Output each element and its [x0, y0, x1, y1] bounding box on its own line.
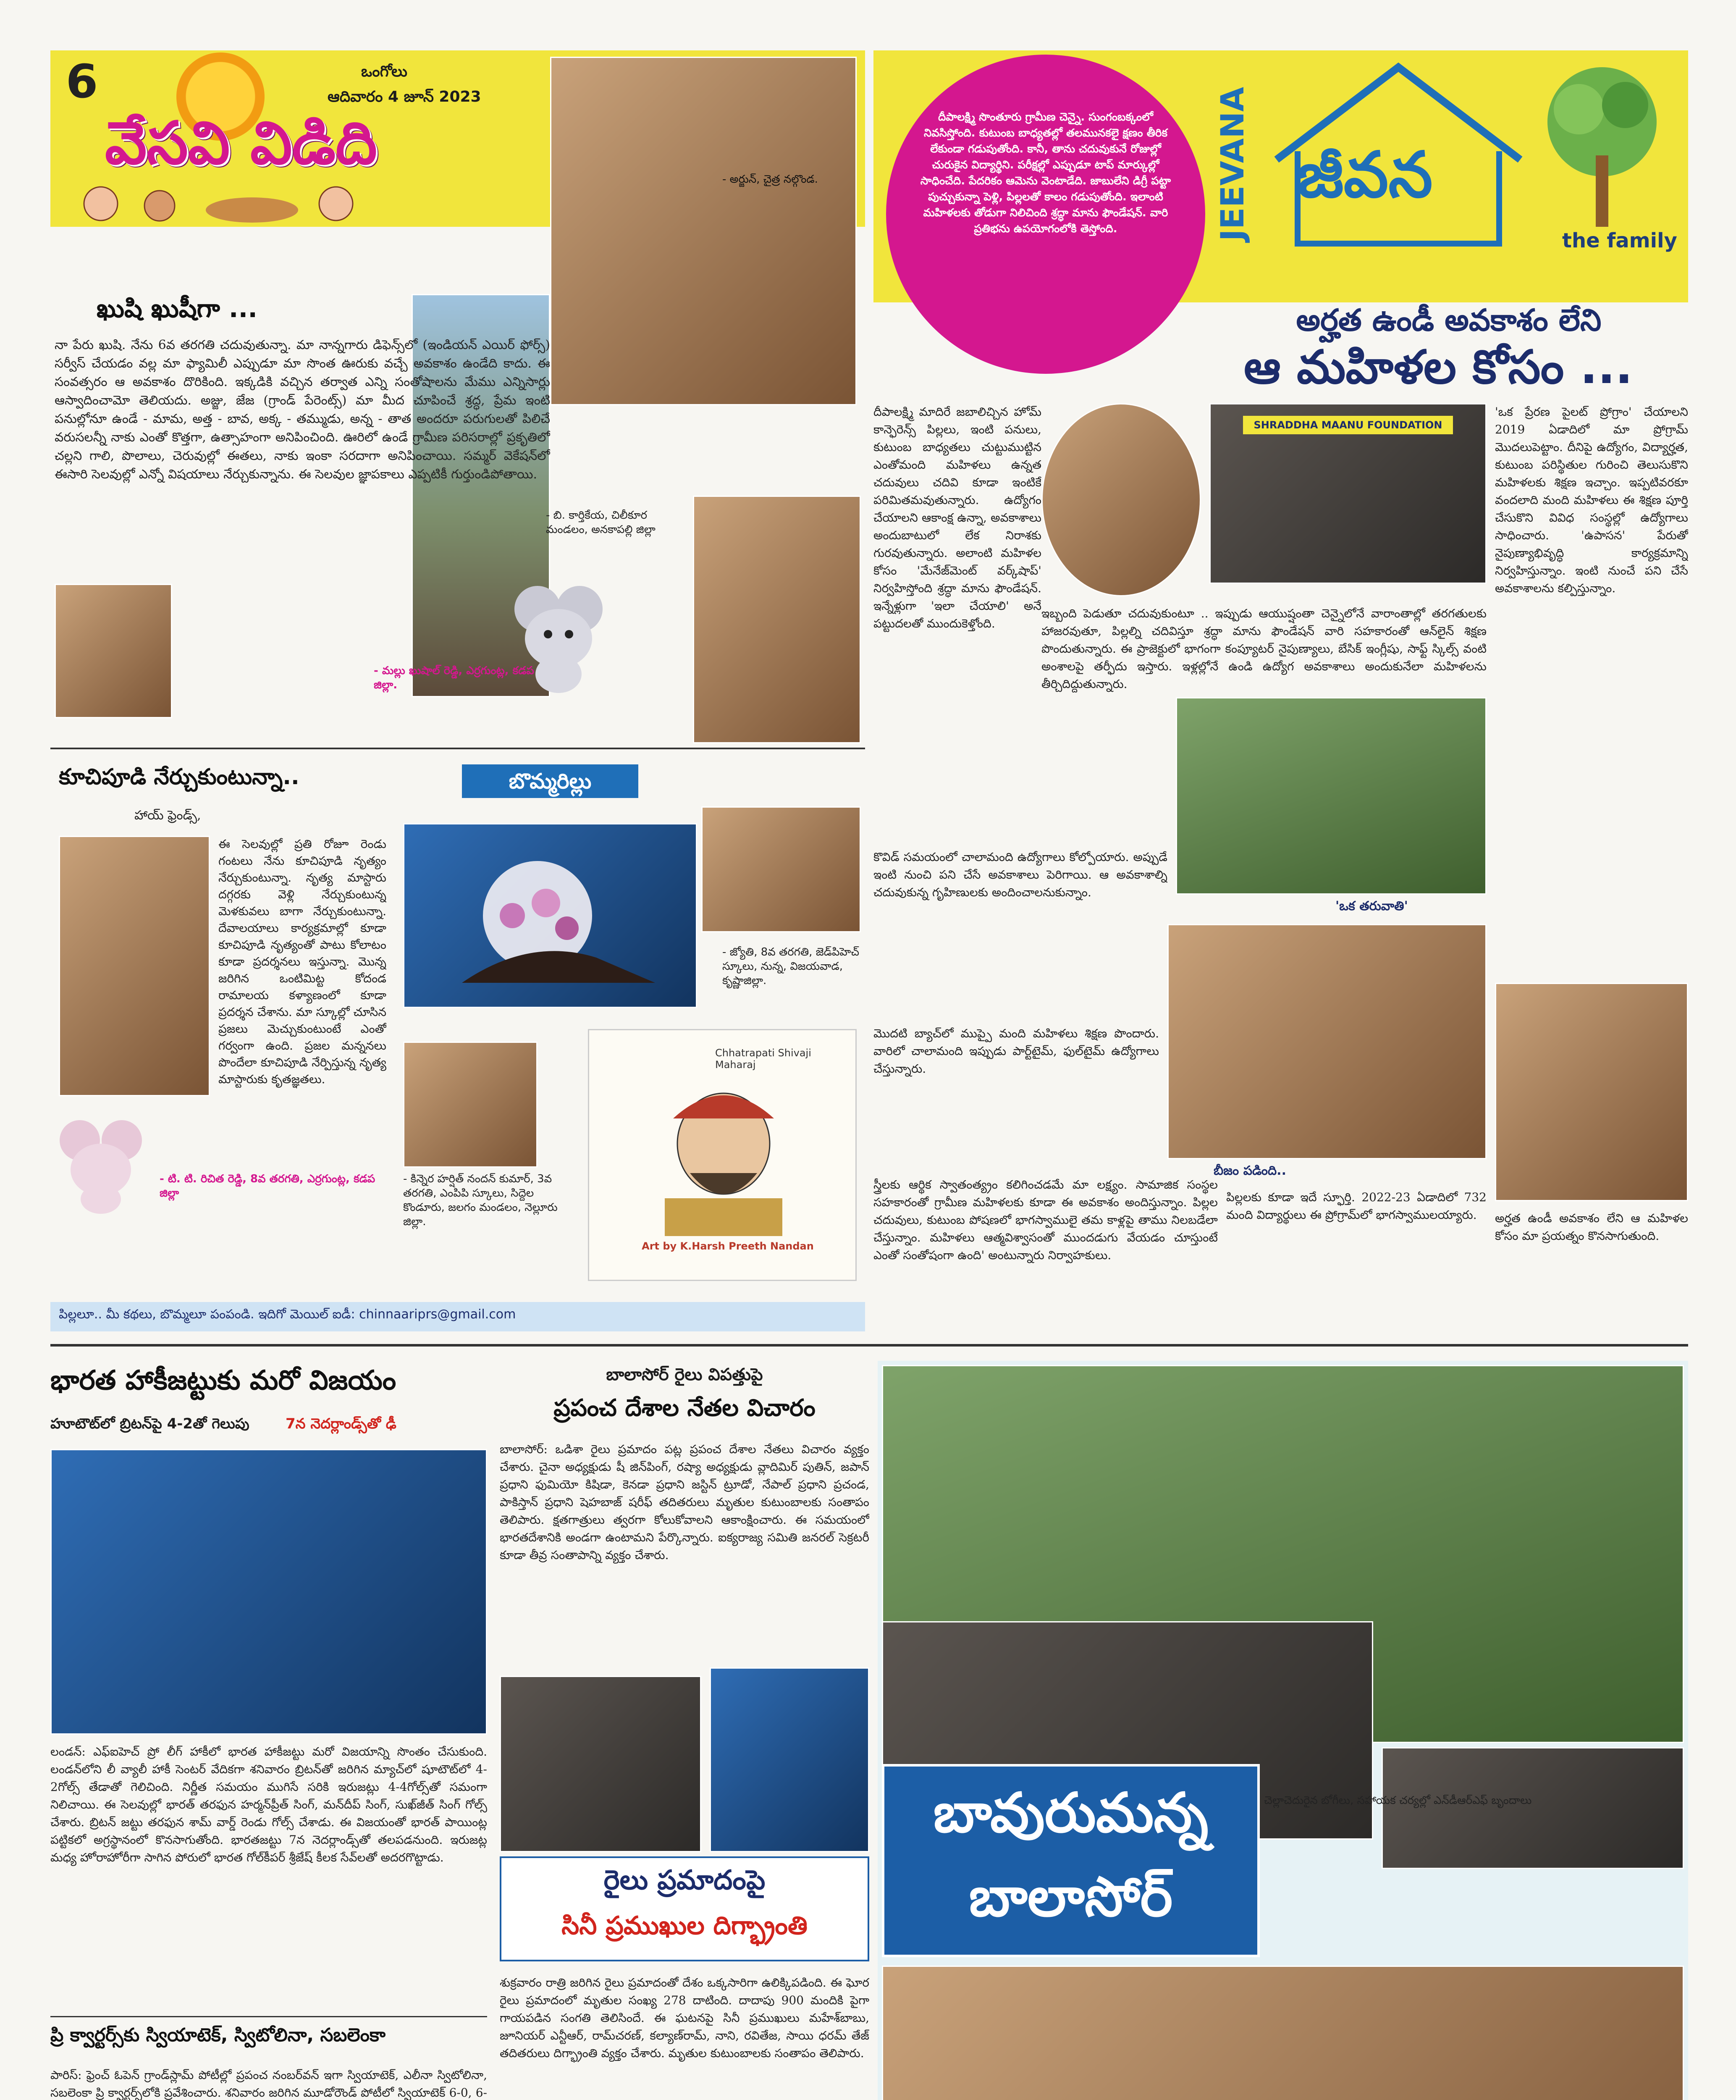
story1-title: ఖుషి ఖుషీగా ...	[97, 294, 258, 323]
balasore-world-text: బాలాసోర్: ఒడిశా రైలు ప్రమాదం పట్ల ప్రపంచ దేశాల నేతలు విచారం వ్యక్తం చేశారు. చైనా అధ్యక్షుడు షీ జిన్‌పింగ్, రష్యా అధ్యక్షుడు వ్లాదిమిర్ పుతిన్, జపాన్ ప్రధాని ఫుమియో కిషిడా, కెనడా ప్రధాని జస్టిన్ ట్రూడో, నేపాల్ ప్రధాని ప్రచండ, పాకిస్తాన్ ప్రధాని షెహబాజ్ షరీఫ్ తదితరులు మృతుల కుటుంబాలకు సంతాపం తెలిపారు. క్షతగాత్రులు త్వరగా కోలుకోవాలని ఆకాంక్షించారు. ఈ సమయంలో భారతదేశానికి అండగా ఉంటామని పేర్కొన్నారు. ఐక్యరాజ్య సమితి జనరల్ సెక్రటరీ కూడా తీవ్ర సంతాపాన్ని వ్యక్తం చేశారు.	[500, 1442, 869, 1562]
header-city: ఒంగోలు	[361, 63, 407, 80]
photo-khushi	[55, 584, 172, 718]
photo-jyothi	[701, 806, 861, 932]
divider-middle	[50, 1344, 1688, 1347]
tennis-headline: ప్రి క్వార్టర్స్‌కు స్వియాటెక్, స్విటోలినా, సబలెంకా	[50, 2024, 386, 2046]
hockey-subhead-1: హూటౌట్‌లో బ్రిటన్‌పై 4-2తో గెలుపు	[50, 1415, 249, 1432]
caption-top: చెల్లాచెదురైన బోగీలు, సహాయక చర్యల్లో ఎన్‌డీఆర్‌ఎఫ్ బృందాలు	[1264, 1794, 1532, 1807]
pull-quote-2: బీజం పడింది..	[1214, 1163, 1286, 1178]
photo-classroom-2	[1167, 924, 1487, 1159]
photo-passengers-station	[882, 1966, 1684, 2100]
big-headline-2: బాలాసోర్	[969, 1865, 1173, 1929]
cinema-head-2: సినీ ప్రముఖుల దిగ్భ్రాంతి	[561, 1911, 808, 1940]
photo-children-elephant	[550, 57, 857, 405]
cinema-text: శుక్రవారం రాత్రి జరిగిన రైలు ప్రమాదంతో దేశం ఒక్కసారిగా ఉలిక్కిపడింది. ఈ ఘోర రైలు ప్రమాదంలో మృతుల సంఖ్య 278 దాటింది. దాదాపు 900 మందికి పైగా గాయపడిన సంగతి తెలిసిందే. ఈ ఘటనపై సినీ ప్రముఖులు మహేశ్‌బాబు, జూనియర్ ఎన్టీఆర్, రామ్‌చరణ్, కల్యాణ్‌రామ్, నాని, రవితేజ, సాయి ధరమ్ తేజ్ తదితరులు దిగ్భ్రాంతి వ్యక్తం చేశారు. మృతుల కుటుంబాలకు సంతాపం తెలిపారు.	[500, 1976, 869, 2060]
tennis-text: పారిస్: ఫ్రెంచ్ ఓపెన్ గ్రాండ్‌స్లామ్ పోటీల్లో ప్రపంచ నంబర్‌వన్ ఇగా స్వియాటెక్, ఎలీనా స్విటోలినా, సబలెంకా ప్రి క్వార్టర్స్‌లోకి ప్రవేశించారు. శనివారం జరిగిన మూడోరౌండ్ పోటీలో స్వియాటెక్ 6-0, 6-	[50, 2068, 487, 2100]
tagline: the family	[1562, 229, 1677, 252]
story1-text: నా పేరు ఖుషి. నేను 6వ తరగతి చదువుతున్నా. మా నాన్నగారు డిఫెన్స్‌లో (ఇండియన్ ఎయిర్ ఫోర్స్) సర్వీస్ చేయడం వల్ల మా ఫ్యామిలీ ఎప్పుడూ మా సొంత ఊరుకు వచ్చే అవకాశం ఉండేది కాదు. ఈ సంవత్సరం ఆ అవకాశం దొరికింది. ఇక్కడికి వచ్చిన తర్వాత ఎన్ని సంతోషాలను మేము ఎన్నిసార్లు ఆస్వాదించామో తెలియదు. అజ్జు, జేజ (గ్రాండ్ పేరెంట్స్) మా మీద చూపించే శ్రద్ధ, ప్రేమ ఇంటి పనుల్లోనూ ఉండే - మామ, అత్త - బావ, అక్క - తమ్ముడు, అన్న - తాత అందరూ పరుగులతో పిలిచే వరుసలన్నీ నాకు ఎంతో కొత్తగా, ఉత్సాహంగా అనిపించింది. ఊరిలో ఉండే గ్రామీణ పరిసరాల్లో ప్రకృతిలో చల్లని గాలి, పొలాలు, చెరువుల్లో ఈతలు, నాకు ఇంకా సరదాగా అనిపించాయి. సమ్మర్ వెకేషన్‌లో ఈసారి సెలవుల్లో ఎన్నో విషయాలు నేర్చుకున్నాను. ఈ సెలవుల జ్ఞాపకాలు ఎప్పటికీ గుర్తుండిపోతాయి.	[55, 338, 550, 482]
headline-small: అర్హత ఉండీ అవకాశం లేని	[1296, 302, 1602, 338]
big-headline-1: బావురుమన్న	[933, 1781, 1209, 1845]
story2-text: ఈ సెలవుల్లో ప్రతి రోజూ రెండు గంటలు నేను కూచిపూడి నృత్యం నేర్చుకుంటున్నా. నృత్య మాస్టారు దగ్గరకు వెళ్లి నేర్చుకుంటున్న మెళకువలు బాగా నేర్చుకుంటున్నా. దేవాలయాలు కార్యక్రమాల్లో కూడా కూచిపూడి నృత్యంతో పాటు కోలాటం కూడా ప్రదర్శనలు ఇస్తున్నా. మొన్న జరిగిన ఒంటిమిట్ట కోదండ రామాలయ కళ్యాణంలో కూడా ప్రదర్శన చేశాను. మా స్కూల్లో చూసిన ప్రజలు మెచ్చుకుంటుంటే ఎంతో గర్వంగా ఉంది. ప్రజల మన్ననలు పొందేలా కూచిపూడి నేర్పిస్తున్న నృత్య మాస్టారుకు కృతజ్ఞతలు.	[218, 837, 386, 1086]
hockey-text: లండన్: ఎఫ్ఐహెచ్ ప్రో లీగ్ హాకీలో భారత హాకీజట్టు మరో విజయాన్ని సొంతం చేసుకుంది. లండన్‌లోని లీ వ్యాలీ హాకీ సెంటర్ వేదికగా శనివారం బ్రిటన్‌తో జరిగిన మ్యాచ్‌లో షూటౌట్‌లో 4-2గోల్స్ తేడాతో గెలిచింది. నిర్ణీత సమయం ముగిసే సరికి ఇరుజట్లు 4-4గోల్స్‌తో సమంగా నిలిచాయి. ఈ సెలవుల్లో భారత్ తరఫున హర్మన్‌ప్రీత్ సింగ్, మన్‌దీప్ సింగ్, సుఖ్‌జీత్ సింగ్ గోల్స్ చేశారు. బ్రిటన్ జట్టు తరఫున శామ్ వార్డ్ రెండు గోల్స్ చేశాడు. ఈ విజయంతో భారత్ పాయింట్ల పట్టికలో అగ్రస్థానంలో కొనసాగుతోంది. భారతజట్టు 7న నెదర్లాండ్స్‌తో తలపడనుంది. ఇరుజట్ల మధ్య హోరాహోరీగా సాగిన పోరులో భారత గోల్‌కీపర్ శ్రీజేష్ కీలక సేవ్‌లతో అదరగొట్టాడు.	[50, 1745, 487, 1864]
drawing-shivaji-art	[588, 1029, 857, 1281]
mouse-cartoon-icon	[508, 584, 609, 693]
cinema-head-1: రైలు ప్రమాదంపై	[603, 1865, 766, 1896]
jeevana-brand-telugu: జీవన	[1298, 139, 1433, 212]
header-date: ఆదివారం 4 జూన్ 2023	[328, 88, 481, 105]
jeevana-col3: 'ఒక ప్రేరణ పైలట్ ప్రోగ్రాం' చేయాలని 2019 ఏడాదిలో మా ప్రోగ్రామ్ మొదలుపెట్టాం. దీనిపై ఉద్యోగం, విద్యార్హత, కుటుంబ పరిస్థితుల గురించి తెలుసుకొని మహిళలకు శిక్షణ ఇచ్చాం. ఇప్పటివరకూ వందలాది మంది మహిళలు ఈ శిక్షణ పూర్తి చేసుకొని వివిధ సంస్థల్లో ఉద్యోగాలు సాధించారు. 'ఉపాసన' పేరుతో నైపుణ్యాభివృద్ధి కార్యక్రమాన్ని నిర్వహిస్తున్నాం. ఇంటి నుంచే పని చేసే అవకాశాలను కల్పిస్తున్నాం.	[1495, 405, 1688, 595]
drawings-title: బొమ్మరిల్లు	[462, 764, 638, 798]
jeevana-col4: స్త్రీలకు ఆర్థిక స్వాతంత్య్రం కలిగించడమే మా లక్ష్యం. సామాజిక సంస్థల సహకారంతో గ్రామీణ మహిళలకు కూడా ఈ అవకాశం అందిస్తున్నాం. పిల్లల చదువులు, కుటుంబ పోషణలో భాగస్వాములై తమ కాళ్లపై తాము నిలబడేలా చేస్తున్నాం. మహిళలు ఆత్మవిశ్వాసంతో ముందడుగు వేయడం చూస్తుంటే ఎంతో సంతోషంగా ఉంది' అంటున్నారు నిర్వాహకులు.	[873, 1178, 1218, 1262]
story2-byline: - టి. టి. రిచిత రెడ్డి, 8వ తరగతి, ఎర్రగుంట్ల, కడప జిల్లా	[160, 1173, 375, 1200]
photo-deepalakshmi	[1041, 403, 1201, 596]
jeevana-col4b: అర్హత ఉండీ అవకాశం లేని ఆ మహిళల కోసం మా ప్రయత్నం కొనసాగుతుంది.	[1495, 1211, 1688, 1243]
photo-classroom-1	[1176, 697, 1487, 895]
masthead-title: వేసవి విడిది	[105, 109, 378, 178]
photo-kuchipudi-dancer	[59, 836, 210, 1096]
jeevana-brand-vertical: JEEVANA	[1214, 87, 1251, 241]
intro-text: దీపాలక్ష్మి సొంతూరు గ్రామీణ చెన్నై. సుంగంబక్కంలో నివసిస్తోంది. కుటుంబ బాధ్యతల్లో తలమునకలై క్షణం తీరిక లేకుండా గడుపుతోంది. కానీ, తాను చదువుకునే రోజుల్లో చురుకైన విద్యార్థిని. పరీక్షల్లో ఎప్పుడూ టాప్ మార్కుల్లో సాధించేది. పేదరికం ఆమెను వెంటాడేది. జాబులేని డిగ్రీ పట్టా పుచ్చుకున్నా పెళ్లి, పిల్లలతో కాలం గడుపుతోంది. ఇలాంటి మహిళలకు తోడుగా నిలిచింది శ్రద్ధా మాను ఫౌండేషన్. వారి ప్రతిభను ఉపయోగంలోకి తెస్తోంది.	[920, 111, 1171, 235]
drawing-art-label: Chhatrapati Shivaji Maharaj	[715, 1047, 811, 1071]
photo-harshith	[403, 1042, 538, 1168]
jeevana-col1: దీపాలక్ష్మి మాదిరే జబాలిచ్చిన హోమ్ కాన్ఫెరెన్స్ పిల్లలు, ఇంటి పనులు, కుటుంబ బాధ్యతలు చుట్టుముట్టిన ఎంతోమంది మహిళలు ఉన్నత చదువులు చదివి కూడా ఇంటికే పరిమితమవుతున్నారు. ఉద్యోగం చేయాలని ఆకాంక్ష ఉన్నా, అవకాశాలు అందుబాటులో లేక నిరాశకు గురవుతున్నారు. అలాంటి మహిళల కోసం 'మేనేజ్‌మెంట్ వర్క్‌షాప్' నిర్వహిస్తోంది శ్రద్ధా మాను ఫౌండేషన్. ఇన్నేళ్లుగా 'ఇలా చేయాలి' అనే పట్టుదలతో ముందుకెళ్తోంది.	[873, 405, 1041, 630]
hockey-headline: భారత హాకీజట్టుకు మరో విజయం	[50, 1365, 396, 1396]
story2-lead: హాయ్ ఫ్రెండ్స్,	[134, 808, 201, 823]
photo-classroom-3	[1495, 983, 1688, 1201]
story1-byline: - మల్లు ఖుషాల్ రెడ్డి, ఎర్రగుంట్ల, కడప జిల్లా.	[374, 664, 534, 691]
jeevana-col1b: కొవిడ్ సమయంలో చాలామంది ఉద్యోగాలు కోల్పోయారు. అప్పుడే ఇంటి నుంచి పని చేసే అవకాశాలు పెరిగాయి. ఆ అవకాశాల్ని చదువుకున్న గృహిణులకు అందించాలనుకున్నాం.	[873, 850, 1167, 899]
headline-big: ఆ మహిళల కోసం ...	[1243, 340, 1633, 394]
kids-cartoon-icon	[76, 185, 370, 223]
drawing-caption-1: - జ్యోతి, 8వ తరగతి, జెడ్‌పిహెచ్ స్కూలు, నున్న, విజయవాడ, కృష్ణాజిల్లా.	[722, 946, 860, 987]
photo-caption-1: - అర్జున్, చైత్ర నల్గొండ.	[722, 173, 818, 186]
tree-art-icon	[420, 857, 672, 991]
photo-derailed-train-small	[500, 1676, 701, 1852]
jeevana-col2: ఇబ్బంది పెడుతూ చదువుకుంటూ .. ఇప్పుడు ఆయుష్షంతా చెన్నైలోనే వారాంతాల్లో తరగతులకు హాజరవుతూ, పిల్లల్ని చదివిస్తూ శ్రద్ధా మాను ఫౌండేషన్ వారి సహకారంతో ఆన్‌లైన్ శిక్షణ పొందుతున్నారు. ఈ ప్రాజెక్టులో భాగంగా కంప్యూటర్ నైపుణ్యాలు, బేసిక్ ఇంగ్లీషు, సాఫ్ట్ స్కిల్స్ వంటి అంశాలపై తర్ఫీదు ఇస్తారు. ఇళ్లల్లోనే ఉండి ఉద్యోగ అవకాశాలు అందుకునేలా మహిళలను తీర్చిదిద్దుతున్నారు.	[1041, 606, 1487, 691]
page-number: 6	[66, 55, 98, 108]
balasore-world-headline: ప్రపంచ దేశాల నేతల విచారం	[553, 1394, 816, 1422]
footer-note: పిల్లలూ.. మీ కథలు, బొమ్మలూ పంపండి. ఇదిగో మెయిల్ ఐడీ: chinnaariprs@gmail.com	[59, 1307, 516, 1322]
mouse-cartoon-icon-2	[55, 1117, 147, 1214]
photo-baby	[693, 496, 861, 743]
hockey-subhead-2: 7న నెదర్లాండ్స్‌తో ఢీ	[286, 1415, 396, 1432]
photo-chiranjeevi	[710, 1667, 869, 1852]
jeevana-col2b: మొదటి బ్యాచ్‌లో ముప్పై మంది మహిళలు శిక్షణ పొందారు. వారిలో చాలామంది ఇప్పుడు పార్ట్‌టైమ్, ఫుల్‌టైమ్ ఉద్యోగాలు చేస్తున్నారు.	[873, 1026, 1159, 1076]
family-tree-icon	[1533, 59, 1671, 239]
drawing-caption-2: - కిన్నెర హర్షిత్ నందన్ కుమార్, 3వ తరగతి, ఎంపిపి స్కూలు, సిద్దెల కొండూరు, జలగం మండలం, నెల్లూరు జిల్లా.	[403, 1173, 558, 1228]
drawing-art-signature: Art by K.Harsh Preeth Nandan	[642, 1240, 814, 1252]
foundation-banner: SHRADDHA MAANU FOUNDATION	[1243, 416, 1453, 434]
balasore-kicker: బాలాసోర్ రైలు విపత్తుపై	[606, 1365, 763, 1384]
photo-caption-2: - బి. కార్తికేయ, చిలీకూర మండలం, అనకాపల్లి జిల్లా	[546, 509, 656, 536]
photo-hockey-team	[50, 1449, 487, 1735]
divider-left-1	[50, 748, 865, 749]
divider-sport-1	[50, 2016, 487, 2017]
pull-quote-1: 'ఒక తరువాతి'	[1335, 899, 1408, 914]
story2-title: కూచిపూడి నేర్చుకుంటున్నా..	[59, 764, 299, 790]
jeevana-col3b: పిల్లలకు కూడా ఇదే స్ఫూర్తి. 2022-23 ఏడాదిలో 732 మంది విద్యార్థులు ఈ ప్రోగ్రామ్‌లో భాగస్వాములయ్యారు.	[1226, 1190, 1487, 1222]
